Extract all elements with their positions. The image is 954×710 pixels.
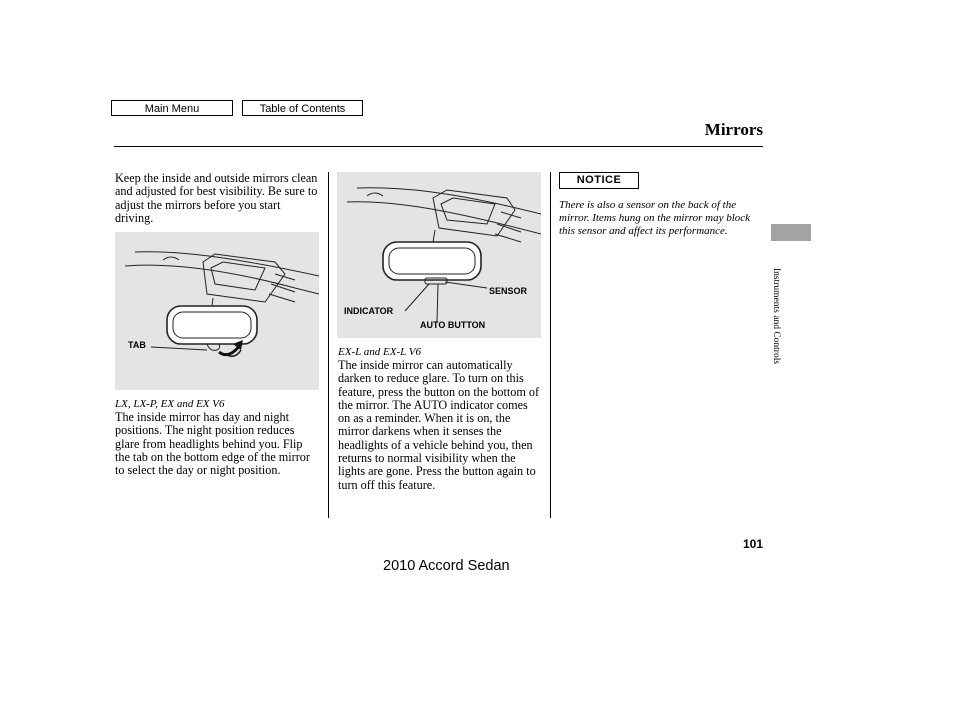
column-divider [550,172,551,518]
section-side-label: Instruments and Controls [771,268,781,365]
footer-model-name: 2010 Accord Sedan [383,558,510,574]
model-caption: EX-L and EX-L V6 [338,346,422,358]
page-number: 101 [742,537,763,551]
header-divider [114,146,763,147]
auto-dimming-paragraph: The inside mirror can automatically darken to reduce glare. To turn on this feature, press the button on the bottom of the mirror. The AUTO indicator comes on as a reminder. When it is on, the mirror darkens when it senses the headlights of a vehicle behind you, then returns to normal visibility when the lights are gone. Press the button again to turn off this feature. [338,358,540,492]
day-night-mirror-illustration [115,232,319,390]
model-caption: LX, LX-P, EX and EX V6 [115,398,225,410]
tab-callout: TAB [128,340,146,350]
section-tab-marker [771,224,811,241]
column-divider [328,172,329,518]
notice-label: NOTICE [559,172,639,189]
auto-dimming-mirror-figure [337,172,541,338]
notice-text: There is also a sensor on the back of the mirror. Items hung on the mirror may block this sensor and affect its performance. [559,199,751,237]
intro-paragraph: Keep the inside and outside mirrors clean and adjusted for best visibility. Be sure to adjust the mirrors before you start driving. [115,171,318,225]
auto-button-callout: AUTO BUTTON [420,320,486,330]
indicator-callout: INDICATOR [344,306,394,316]
day-night-mirror-figure [115,232,319,390]
sensor-callout: SENSOR [489,286,528,296]
day-night-paragraph: The inside mirror has day and night positions. The night position reduces glare from headlights behind you. Flip the tab on the bottom edge of the mirror to select the day or night position. [115,410,310,478]
table-of-contents-button[interactable]: Table of Contents [242,100,363,116]
page-title: Mirrors [704,120,763,139]
main-menu-button[interactable]: Main Menu [111,100,233,116]
